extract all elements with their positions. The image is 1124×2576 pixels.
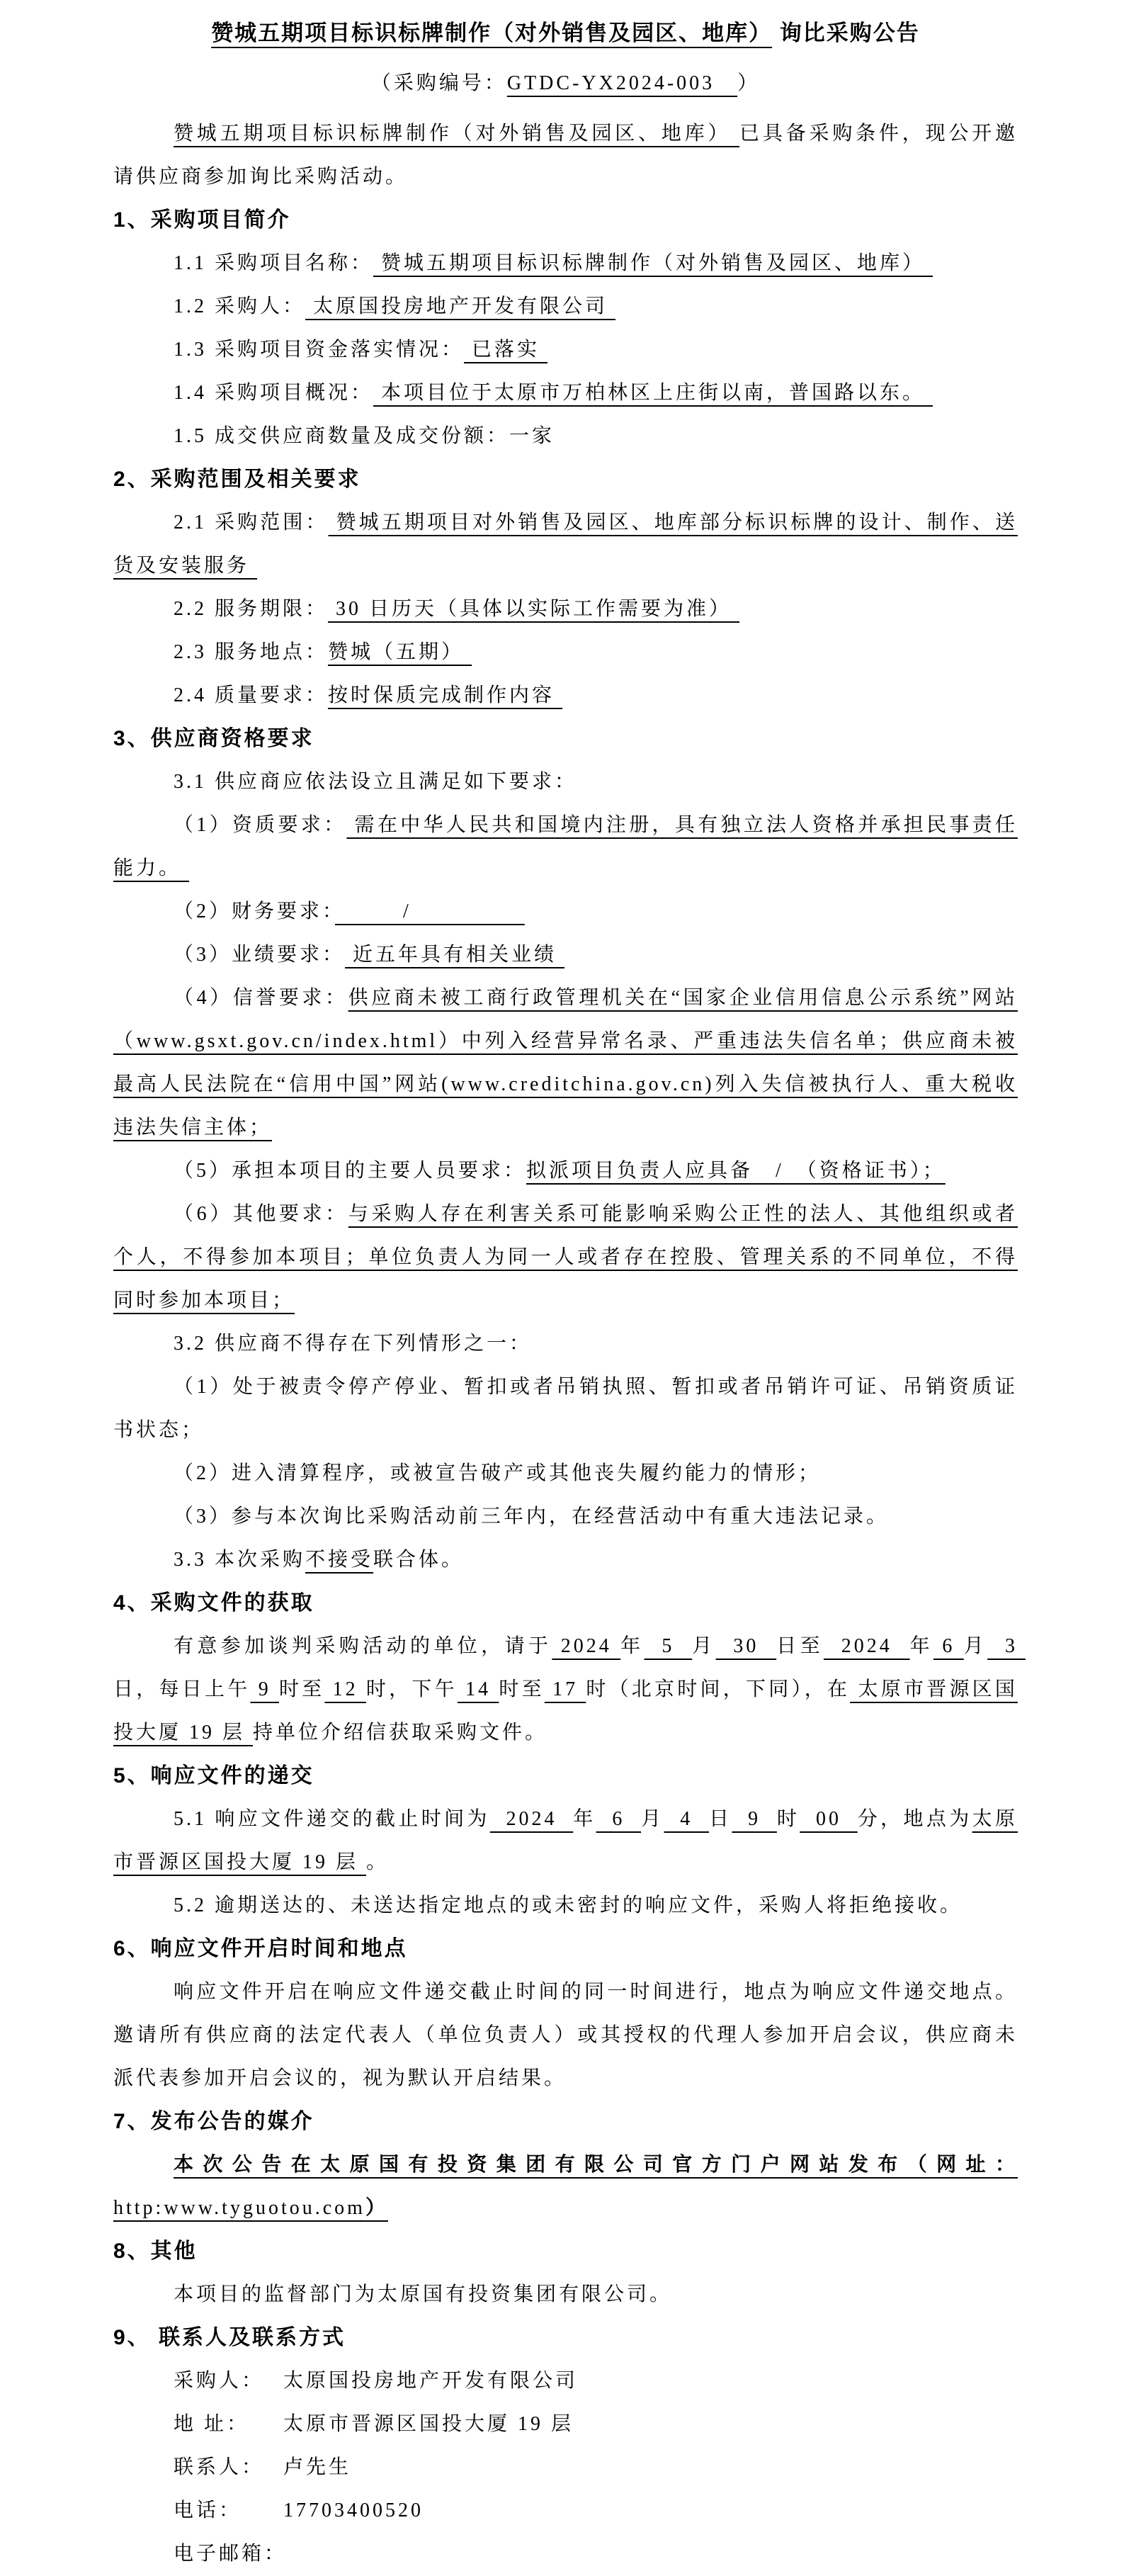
- text-run: 日至: [776, 1635, 824, 1657]
- text-run: 拟派项目负责人应具备 / （资格证书）；: [526, 1160, 946, 1182]
- text-run: 6: [596, 1808, 642, 1830]
- section-9-heading: [113, 2316, 1018, 2359]
- text-run: 近五年具有相关业绩: [345, 944, 565, 966]
- text-run: 3、供应商资格要求: [113, 727, 314, 750]
- text-run: 17: [544, 1678, 586, 1700]
- text-run: 4、采购文件的获取: [113, 1591, 314, 1615]
- text-run: 持单位介绍信获取采购文件。: [253, 1722, 548, 1744]
- text-run: 太原市晋源区国投大厦 19 层: [113, 1808, 1018, 1873]
- text-run: 日，每日上午: [113, 1678, 251, 1700]
- item-3-1-6: [113, 1192, 1018, 1322]
- text-run: 赞城（五期）: [328, 641, 472, 663]
- item-2-3: [113, 631, 1018, 674]
- contact-value: 太原国投房地产开发有限公司: [283, 2370, 579, 2392]
- section-6-paragraph: [113, 1970, 1018, 2100]
- section-5-heading: [113, 1754, 1018, 1797]
- text-run: 9、 联系人及联系方式: [113, 2326, 346, 2349]
- text-run: 本次公告在太原国有投资集团有限公司官方门户网站发布（网址：: [174, 2154, 1018, 2176]
- text-run: 月: [641, 1808, 664, 1830]
- text-run: 5.2 逾期送达的、未送达指定地点的或未密封的响应文件，采购人将拒绝接收。: [174, 1894, 963, 1916]
- text-run: 9: [250, 1678, 279, 1700]
- text-run: 有意参加谈判采购活动的单位，请于: [174, 1635, 552, 1657]
- text-run: 时（北京时间，下同），在: [586, 1678, 851, 1700]
- section-3-heading: [113, 717, 1018, 760]
- text-run: 本项目的监督部门为太原国有投资集团有限公司。: [174, 2283, 673, 2305]
- text-run: 不接受: [305, 1549, 374, 1571]
- contact-value: 17703400520: [283, 2499, 424, 2521]
- text-run: 已落实: [464, 339, 548, 361]
- text-run: 1.1 采购项目名称：: [174, 252, 374, 274]
- text-run: 按时保质完成制作内容: [328, 684, 563, 706]
- item-3-2-2: [113, 1452, 1018, 1495]
- text-run: 。: [366, 1851, 390, 1873]
- text-run: 时: [776, 1808, 800, 1830]
- text-run: 2.2 服务期限：: [174, 598, 329, 620]
- text-run: 需在中华人民共和国境内注册，具有独立法人资格并承担民事责任能力。: [113, 814, 1018, 879]
- contact-phone: [113, 2489, 1018, 2532]
- section-8-paragraph: [113, 2273, 1018, 2316]
- item-1-1: [113, 242, 1018, 285]
- contact-label: 采购人：: [174, 2370, 265, 2392]
- text-run: 赞城五期项目对外销售及园区、地库部分标识标牌的设计、制作、送货及安装服务: [113, 512, 1018, 577]
- contact-label: 地 址：: [174, 2413, 250, 2435]
- text-run: 1.5 成交供应商数量及成交份额：: [174, 425, 510, 447]
- item-1-5: [113, 414, 1018, 458]
- text-run: 赞城五期项目标识标牌制作（对外销售及园区、地库）: [174, 123, 740, 145]
- text-run: （3）参与本次询比采购活动前三年内，在经营活动中有重大违法记录。: [174, 1506, 890, 1527]
- contact-label: 联系人：: [174, 2456, 265, 2478]
- text-run: 7、发布公告的媒介: [113, 2110, 314, 2133]
- text-run: 3.1 供应商应依法设立且满足如下要求：: [174, 771, 578, 793]
- item-3-1-5: [113, 1149, 1018, 1192]
- text-run: 30: [715, 1635, 777, 1657]
- section-7-paragraph: [113, 2143, 1018, 2230]
- text-run: 6: [933, 1635, 964, 1657]
- text-run: 9: [732, 1808, 777, 1830]
- document-title: [113, 11, 1018, 55]
- text-run: 询比采购公告: [772, 21, 920, 45]
- contact-email: [113, 2532, 1018, 2575]
- text-run: 月: [692, 1635, 716, 1657]
- text-run: 月: [963, 1635, 988, 1657]
- item-3-1-4: [113, 976, 1018, 1149]
- item-3-1-3: [113, 933, 1018, 976]
- text-run: （4）信誉要求：: [174, 987, 348, 1009]
- text-run: （2）进入清算程序，或被宣告破产或其他丧失履约能力的情形；: [174, 1462, 822, 1484]
- text-run: 本项目位于太原市万柏林区上庄街以南，普国路以东。: [373, 382, 933, 404]
- text-run: 供应商未被工商行政管理机关在“国家企业信用信息公示系统”网站（www.gsxt.gov.cn/index.html）中列入经营异常名录、严重违法失信名单；供应商未被最高人民法院在“信用中国”网站(www.creditchina.gov.cn)列入失信被执行人、重大税收违法失信主体；: [113, 987, 1018, 1139]
- item-1-4: [113, 371, 1018, 414]
- item-3-1-1: [113, 803, 1018, 890]
- text-run: 1.2 采购人：: [174, 295, 306, 317]
- text-run: 年: [620, 1635, 645, 1657]
- section-7-heading: [113, 2100, 1018, 2143]
- text-run: 太原市晋源区国投大厦 19 层: [113, 1678, 1018, 1744]
- text-run: 2.3 服务地点：: [174, 641, 329, 663]
- contact-person: [113, 2446, 1018, 2489]
- section-4-paragraph: [113, 1625, 1026, 1754]
- text-run: （1）资质要求：: [174, 814, 347, 836]
- text-run: 2.1 采购范围：: [174, 512, 329, 533]
- text-run: 30 日历天（具体以实际工作需要为准）: [328, 598, 740, 620]
- text-run: 3.2 供应商不得存在下列情形之一：: [174, 1333, 533, 1355]
- text-run: /: [335, 900, 525, 922]
- item-3-3: [113, 1538, 1018, 1581]
- item-3-2-1: [113, 1365, 1018, 1452]
- text-run: （1）处于被责令停产停业、暂扣或者吊销执照、暂扣或者吊销许可证、吊销资质证书状态；: [113, 1376, 1018, 1441]
- text-run: GTDC-YX2024-003: [506, 72, 738, 94]
- text-run: 2024: [823, 1635, 910, 1657]
- text-run: 3.3 本次采购: [174, 1549, 306, 1571]
- text-run: 一家: [509, 425, 555, 447]
- text-run: （3）业绩要求：: [174, 944, 346, 966]
- item-1-2: [113, 285, 1018, 328]
- text-run: 太原国投房地产开发有限公司: [305, 295, 616, 317]
- text-run: 赞城五期项目标识标牌制作（对外销售及园区、地库）: [211, 21, 773, 45]
- text-run: 时至: [278, 1678, 325, 1700]
- text-run: 5.1 响应文件递交的截止时间为: [174, 1808, 490, 1830]
- text-run: 响应文件开启在响应文件递交截止时间的同一时间进行，地点为响应文件递交地点。邀请所有供应商的法定代表人（单位负责人）或其授权的代理人参加开启会议，供应商未派代表参加开启会议的，视为默认开启结果。: [113, 1981, 1018, 2089]
- text-run: 1.3 采购项目资金落实情况：: [174, 339, 465, 361]
- text-run: 2.4 质量要求：: [174, 684, 329, 706]
- item-2-4: [113, 674, 1018, 717]
- text-run: （6）其他要求：: [174, 1203, 348, 1225]
- text-run: 赞城五期项目标识标牌制作（对外销售及园区、地库）: [373, 252, 933, 274]
- text-run: （5）承担本项目的主要人员要求：: [174, 1160, 527, 1182]
- contact-value: 卢先生: [283, 2456, 352, 2478]
- text-run: 8、其他: [113, 2239, 198, 2263]
- contact-purchaser: [113, 2359, 1018, 2402]
- text-run: 2024: [552, 1635, 621, 1657]
- text-run: 时至: [499, 1678, 545, 1700]
- text-run: （2）财务要求：: [174, 900, 336, 922]
- intro-paragraph: [113, 112, 1018, 198]
- procurement-number: [113, 62, 1018, 105]
- text-run: 14: [457, 1678, 499, 1700]
- item-5-2: [113, 1884, 1018, 1927]
- text-run: 5、响应文件的递交: [113, 1764, 314, 1787]
- item-3-2: [113, 1322, 1018, 1365]
- section-8-heading: [113, 2230, 1018, 2273]
- text-run: 分，地点为: [857, 1808, 972, 1830]
- text-run: 2024: [489, 1808, 574, 1830]
- contact-label: 电话：: [174, 2499, 242, 2521]
- item-2-1: [113, 501, 1018, 587]
- text-run: ）: [365, 2197, 388, 2219]
- text-run: http:www.tyguotou.com: [113, 2197, 365, 2219]
- contact-value: 太原市晋源区国投大厦 19 层: [283, 2413, 574, 2435]
- item-3-2-3: [113, 1495, 1018, 1538]
- section-1-heading: [113, 198, 1018, 242]
- text-run: 6、响应文件开启时间和地点: [113, 1937, 408, 1960]
- text-run: 联合体。: [373, 1549, 465, 1571]
- text-run: 时，下午: [365, 1678, 458, 1700]
- contact-address: [113, 2402, 1018, 2446]
- text-run: （采购编号：: [370, 72, 507, 94]
- item-5-1: [113, 1797, 1018, 1884]
- section-2-heading: [113, 458, 1018, 501]
- text-run: 日: [709, 1808, 732, 1830]
- text-run: 1、采购项目简介: [113, 208, 291, 232]
- text-run: 2、采购范围及相关要求: [113, 468, 361, 491]
- item-2-2: [113, 587, 1018, 631]
- text-run: 00: [800, 1808, 858, 1830]
- text-run: 与采购人存在利害关系可能影响采购公正性的法人、其他组织或者个人，不得参加本项目；单位负责人为同一人或者存在控股、管理关系的不同单位，不得同时参加本项目；: [113, 1203, 1018, 1311]
- text-run: 12: [324, 1678, 366, 1700]
- text-run: 5: [644, 1635, 693, 1657]
- item-3-1: [113, 760, 1018, 803]
- item-1-3: [113, 328, 1018, 371]
- section-4-heading: [113, 1581, 1018, 1625]
- item-3-1-2: [113, 890, 1018, 933]
- text-run: ）: [737, 72, 761, 94]
- text-run: 年: [909, 1635, 933, 1657]
- text-run: 已具备采购条件，现公开邀请供应商参加询比采购活动。: [113, 123, 1018, 188]
- contact-label: 电子邮箱：: [174, 2543, 288, 2565]
- section-6-heading: [113, 1927, 1018, 1970]
- text-run: 3: [987, 1635, 1026, 1657]
- text-run: 1.4 采购项目概况：: [174, 382, 374, 404]
- document-body: [113, 11, 1026, 2575]
- text-run: 4: [664, 1808, 710, 1830]
- text-run: 年: [573, 1808, 596, 1830]
